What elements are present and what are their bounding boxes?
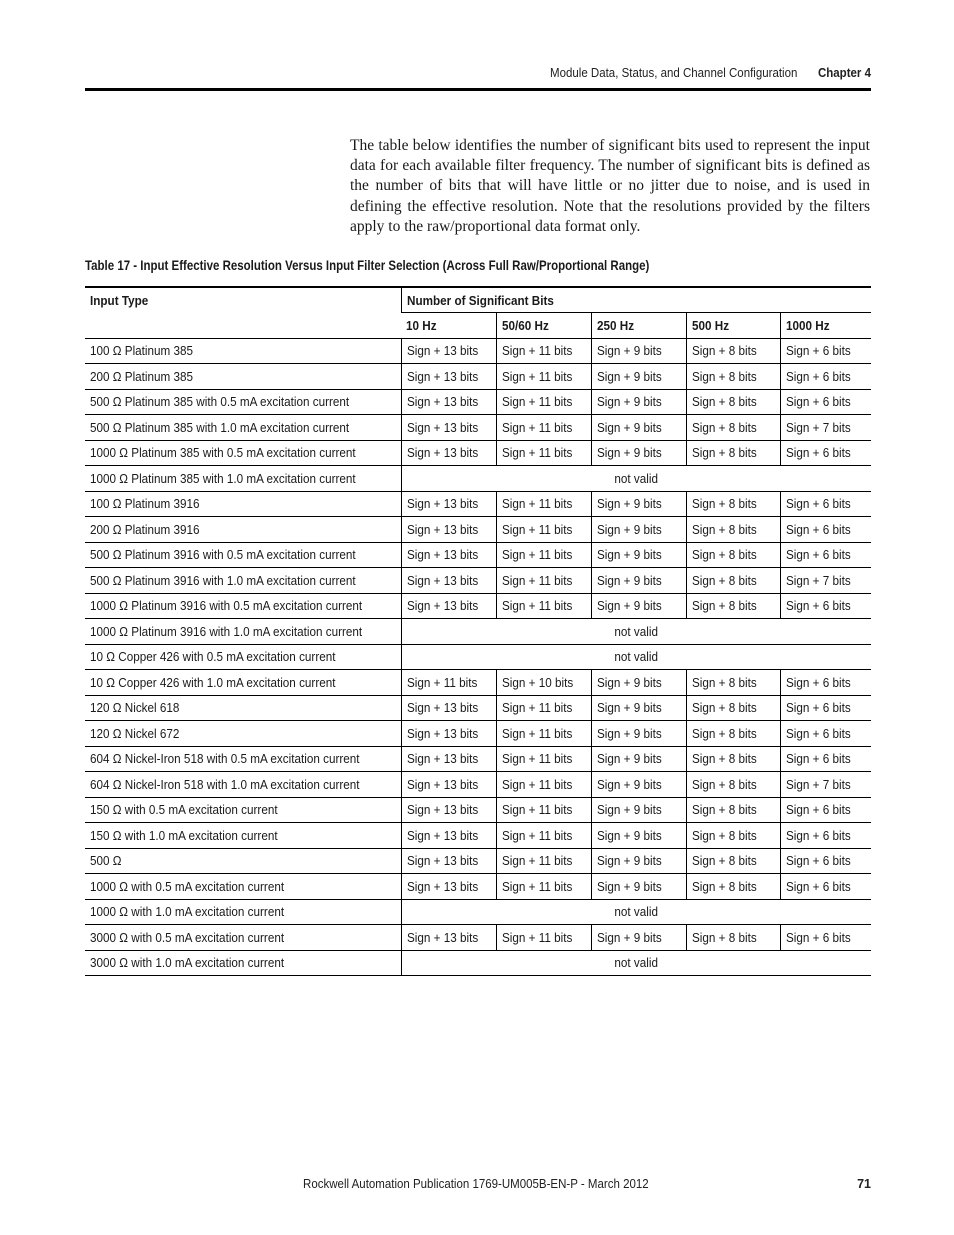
table-row (85, 491, 871, 517)
not-valid-cell: not valid (401, 899, 871, 925)
bits-cell: Sign + 11 bits (496, 746, 591, 772)
bits-cell: Sign + 11 bits (496, 874, 591, 900)
bits-cell: Sign + 11 bits (496, 593, 591, 619)
bits-cell: Sign + 6 bits (780, 925, 871, 951)
header-rule (85, 88, 871, 91)
bits-cell: Sign + 9 bits (591, 517, 686, 543)
table-row (85, 338, 871, 364)
bits-cell: Sign + 11 bits (401, 670, 496, 696)
bits-cell: Sign + 6 bits (780, 517, 871, 543)
bits-cell: Sign + 6 bits (780, 797, 871, 823)
table-row (85, 542, 871, 568)
header-significant-bits: Number of Significant Bits (401, 287, 871, 313)
bits-cell: Sign + 13 bits (401, 593, 496, 619)
bits-cell: Sign + 13 bits (401, 721, 496, 747)
bits-cell: Sign + 9 bits (591, 848, 686, 874)
bits-cell: Sign + 11 bits (496, 517, 591, 543)
table-row (85, 517, 871, 543)
bits-cell: Sign + 6 bits (780, 746, 871, 772)
input-type-cell: 100 Ω Platinum 3916 (85, 491, 401, 517)
bits-cell: Sign + 8 bits (686, 338, 780, 364)
bits-cell: Sign + 7 bits (780, 415, 871, 441)
bits-cell: Sign + 6 bits (780, 721, 871, 747)
bits-cell: Sign + 11 bits (496, 338, 591, 364)
header-freq-10hz: 10 Hz (401, 313, 496, 339)
bits-cell: Sign + 13 bits (401, 874, 496, 900)
input-type-cell: 1000 Ω Platinum 385 with 1.0 mA excitation current (85, 466, 401, 492)
input-type-cell: 604 Ω Nickel-Iron 518 with 1.0 mA excitation current (85, 772, 401, 798)
bits-cell: Sign + 8 bits (686, 772, 780, 798)
bits-cell: Sign + 9 bits (591, 389, 686, 415)
bits-cell: Sign + 13 bits (401, 415, 496, 441)
table-row (85, 389, 871, 415)
table-row (85, 797, 871, 823)
bits-cell: Sign + 8 bits (686, 695, 780, 721)
bits-cell: Sign + 8 bits (686, 797, 780, 823)
bits-cell: Sign + 8 bits (686, 925, 780, 951)
input-type-cell: 150 Ω with 0.5 mA excitation current (85, 797, 401, 823)
bits-cell: Sign + 13 bits (401, 542, 496, 568)
bits-cell: Sign + 9 bits (591, 823, 686, 849)
table-row (85, 772, 871, 798)
input-type-cell: 500 Ω (85, 848, 401, 874)
bits-cell: Sign + 8 bits (686, 542, 780, 568)
bits-cell: Sign + 13 bits (401, 925, 496, 951)
bits-cell: Sign + 10 bits (496, 670, 591, 696)
bits-cell: Sign + 9 bits (591, 415, 686, 441)
table-caption: Table 17 - Input Effective Resolution Versus Input Filter Selection (Across Full Raw/Proportional Range) (85, 257, 650, 273)
table-row (85, 721, 871, 747)
bits-cell: Sign + 7 bits (780, 568, 871, 594)
table-row (85, 415, 871, 441)
bits-cell: Sign + 11 bits (496, 823, 591, 849)
table-row (85, 466, 871, 492)
bits-cell: Sign + 13 bits (401, 848, 496, 874)
table-header-row (85, 287, 871, 313)
input-type-cell: 200 Ω Platinum 3916 (85, 517, 401, 543)
input-type-cell: 500 Ω Platinum 3916 with 1.0 mA excitation current (85, 568, 401, 594)
bits-cell: Sign + 11 bits (496, 797, 591, 823)
bits-cell: Sign + 11 bits (496, 721, 591, 747)
page-number: 71 (857, 1177, 871, 1191)
bits-cell: Sign + 9 bits (591, 772, 686, 798)
bits-cell: Sign + 9 bits (591, 338, 686, 364)
bits-cell: Sign + 9 bits (591, 695, 686, 721)
bits-cell: Sign + 13 bits (401, 746, 496, 772)
bits-cell: Sign + 13 bits (401, 797, 496, 823)
input-type-cell: 3000 Ω with 1.0 mA excitation current (85, 950, 401, 976)
bits-cell: Sign + 9 bits (591, 491, 686, 517)
input-type-cell: 10 Ω Copper 426 with 0.5 mA excitation current (85, 644, 401, 670)
header-freq-50-60hz: 50/60 Hz (496, 313, 591, 339)
bits-cell: Sign + 11 bits (496, 491, 591, 517)
bits-cell: Sign + 13 bits (401, 823, 496, 849)
bits-cell: Sign + 11 bits (496, 542, 591, 568)
table-row (85, 644, 871, 670)
bits-cell: Sign + 6 bits (780, 695, 871, 721)
bits-cell: Sign + 11 bits (496, 364, 591, 390)
table-row (85, 619, 871, 645)
bits-cell: Sign + 6 bits (780, 823, 871, 849)
input-type-cell: 500 Ω Platinum 385 with 1.0 mA excitation current (85, 415, 401, 441)
bits-cell: Sign + 11 bits (496, 848, 591, 874)
bits-cell: Sign + 6 bits (780, 389, 871, 415)
input-type-cell: 10 Ω Copper 426 with 1.0 mA excitation current (85, 670, 401, 696)
table-row (85, 950, 871, 976)
input-type-cell: 3000 Ω with 0.5 mA excitation current (85, 925, 401, 951)
bits-cell: Sign + 8 bits (686, 593, 780, 619)
bits-cell: Sign + 11 bits (496, 568, 591, 594)
input-type-cell: 100 Ω Platinum 385 (85, 338, 401, 364)
bits-cell: Sign + 8 bits (686, 823, 780, 849)
not-valid-cell: not valid (401, 644, 871, 670)
bits-cell: Sign + 6 bits (780, 491, 871, 517)
bits-cell: Sign + 9 bits (591, 874, 686, 900)
bits-cell: Sign + 6 bits (780, 874, 871, 900)
table-row (85, 440, 871, 466)
bits-cell: Sign + 6 bits (780, 593, 871, 619)
input-type-cell: 120 Ω Nickel 618 (85, 695, 401, 721)
bits-cell: Sign + 8 bits (686, 568, 780, 594)
bits-cell: Sign + 9 bits (591, 746, 686, 772)
running-header (148, 64, 871, 84)
bits-cell: Sign + 8 bits (686, 389, 780, 415)
not-valid-cell: not valid (401, 619, 871, 645)
table-row (85, 874, 871, 900)
bits-cell: Sign + 9 bits (591, 364, 686, 390)
bits-cell: Sign + 9 bits (591, 568, 686, 594)
table-row (85, 670, 871, 696)
bits-cell: Sign + 11 bits (496, 389, 591, 415)
bits-cell: Sign + 9 bits (591, 797, 686, 823)
table-row (85, 848, 871, 874)
bits-cell: Sign + 6 bits (780, 670, 871, 696)
bits-cell: Sign + 11 bits (496, 415, 591, 441)
bits-cell: Sign + 13 bits (401, 440, 496, 466)
input-type-cell: 1000 Ω Platinum 3916 with 0.5 mA excitation current (85, 593, 401, 619)
table-row (85, 593, 871, 619)
resolution-table (85, 286, 871, 976)
table-row (85, 568, 871, 594)
input-type-cell: 1000 Ω Platinum 385 with 0.5 mA excitation current (85, 440, 401, 466)
bits-cell: Sign + 9 bits (591, 593, 686, 619)
bits-cell: Sign + 6 bits (780, 338, 871, 364)
bits-cell: Sign + 8 bits (686, 440, 780, 466)
bits-cell: Sign + 9 bits (591, 721, 686, 747)
page-footer (85, 1175, 871, 1195)
bits-cell: Sign + 6 bits (780, 848, 871, 874)
bits-cell: Sign + 11 bits (496, 772, 591, 798)
bits-cell: Sign + 8 bits (686, 517, 780, 543)
bits-cell: Sign + 6 bits (780, 364, 871, 390)
input-type-cell: 150 Ω with 1.0 mA excitation current (85, 823, 401, 849)
bits-cell: Sign + 8 bits (686, 848, 780, 874)
header-freq-1000hz: 1000 Hz (780, 313, 871, 339)
bits-cell: Sign + 8 bits (686, 491, 780, 517)
bits-cell: Sign + 9 bits (591, 670, 686, 696)
bits-cell: Sign + 13 bits (401, 389, 496, 415)
table-row (85, 899, 871, 925)
bits-cell: Sign + 11 bits (496, 440, 591, 466)
table-row (85, 925, 871, 951)
table-row (85, 746, 871, 772)
chapter-label: Chapter 4 (817, 66, 871, 80)
input-type-cell: 120 Ω Nickel 672 (85, 721, 401, 747)
bits-cell: Sign + 8 bits (686, 364, 780, 390)
input-type-cell: 1000 Ω Platinum 3916 with 1.0 mA excitation current (85, 619, 401, 645)
input-type-cell: 500 Ω Platinum 385 with 0.5 mA excitation current (85, 389, 401, 415)
header-freq-500hz: 500 Hz (686, 313, 780, 339)
bits-cell: Sign + 8 bits (686, 670, 780, 696)
input-type-cell: 200 Ω Platinum 385 (85, 364, 401, 390)
bits-cell: Sign + 8 bits (686, 721, 780, 747)
bits-cell: Sign + 11 bits (496, 925, 591, 951)
table-row (85, 823, 871, 849)
bits-cell: Sign + 9 bits (591, 925, 686, 951)
not-valid-cell: not valid (401, 950, 871, 976)
bits-cell: Sign + 11 bits (496, 695, 591, 721)
bits-cell: Sign + 8 bits (686, 874, 780, 900)
bits-cell: Sign + 8 bits (686, 415, 780, 441)
table-row (85, 695, 871, 721)
bits-cell: Sign + 13 bits (401, 491, 496, 517)
input-type-cell: 604 Ω Nickel-Iron 518 with 0.5 mA excitation current (85, 746, 401, 772)
bits-cell: Sign + 9 bits (591, 440, 686, 466)
bits-cell: Sign + 6 bits (780, 542, 871, 568)
intro-paragraph: The table below identifies the number of significant bits used to represent the input data for each available filter frequency. The number of significant bits is defined as the number of bits that will have little or no jitter due to noise, and is used in defining the effective resolution. Note that the resolutions provided by the filters apply to the raw/proportional data format only. (350, 137, 870, 235)
bits-cell: Sign + 9 bits (591, 542, 686, 568)
table-row (85, 364, 871, 390)
bits-cell: Sign + 13 bits (401, 517, 496, 543)
table-body (85, 338, 871, 976)
header-input-type: Input Type (85, 287, 401, 338)
bits-cell: Sign + 8 bits (686, 746, 780, 772)
input-type-cell: 500 Ω Platinum 3916 with 0.5 mA excitation current (85, 542, 401, 568)
bits-cell: Sign + 7 bits (780, 772, 871, 798)
section-title: Module Data, Status, and Channel Configuration (549, 66, 798, 80)
bits-cell: Sign + 13 bits (401, 568, 496, 594)
publication-info: Rockwell Automation Publication 1769-UM005B-EN-P - March 2012 (303, 1177, 649, 1191)
not-valid-cell: not valid (401, 466, 871, 492)
header-freq-250hz: 250 Hz (591, 313, 686, 339)
bits-cell: Sign + 13 bits (401, 338, 496, 364)
input-type-cell: 1000 Ω with 1.0 mA excitation current (85, 899, 401, 925)
input-type-cell: 1000 Ω with 0.5 mA excitation current (85, 874, 401, 900)
bits-cell: Sign + 13 bits (401, 364, 496, 390)
bits-cell: Sign + 13 bits (401, 695, 496, 721)
bits-cell: Sign + 6 bits (780, 440, 871, 466)
bits-cell: Sign + 13 bits (401, 772, 496, 798)
